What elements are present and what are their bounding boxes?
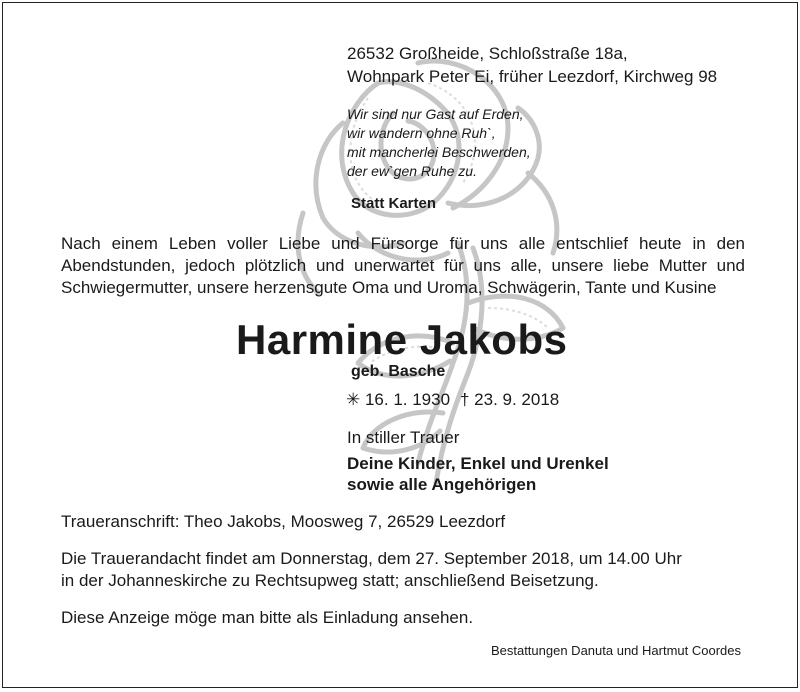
service-info [61,548,745,592]
address-line-1: 26532 Großheide, Schloßstraße 18a, [347,44,628,63]
address-line-2: Wohnpark Peter Ei, früher Leezdorf, Kirchweg 98 [347,67,718,86]
poem-line: mit mancherlei Beschwerden, [347,144,531,160]
service-line: in der Johanneskirche zu Rechtsupweg statt; anschließend Beisetzung. [61,571,599,590]
service-line: Die Trauerandacht findet am Donnerstag, dem 27. September 2018, um 14.00 Uhr [61,549,682,568]
poem-line: Wir sind nur Gast auf Erden, [347,106,524,122]
obituary-notice [2,2,798,688]
contact-address: Traueranschrift: Theo Jakobs, Moosweg 7, 26529 Leezdorf [61,512,506,531]
poem-line: wir wandern ohne Ruh`, [347,125,496,141]
death-date: † 23. 9. 2018 [460,390,560,409]
maiden-name: geb. Basche [351,363,446,380]
mourners-line: Deine Kinder, Enkel und Urenkel [347,454,609,473]
mourners-list [347,453,609,495]
birth-date: ✳ 16. 1. 1930 [346,390,451,409]
deceased-name: Harmine Jakobs [236,316,568,363]
funeral-home: Bestattungen Danuta und Hartmut Coordes [490,643,741,658]
statt-karten-heading: Statt Karten [351,195,437,212]
invitation-note: Diese Anzeige möge man bitte als Einladung ansehen. [61,608,474,627]
mourners-line: sowie alle Angehörigen [347,475,537,494]
poem-line: der ew`gen Ruhe zu. [347,163,477,179]
mourning-intro: In stiller Trauer [347,428,460,447]
poem [347,105,531,181]
intro-paragraph: Nach einem Leben voller Liebe und Fürsorge für uns alle entschlief heute in den Abendstunden, jedoch plötzlich und unerwartet für uns alle, unsere liebe Mutter und Schwiegermutter, unsere herzensgute Oma und Uroma, Schwägerin, Tante und Kusine [61,234,745,297]
